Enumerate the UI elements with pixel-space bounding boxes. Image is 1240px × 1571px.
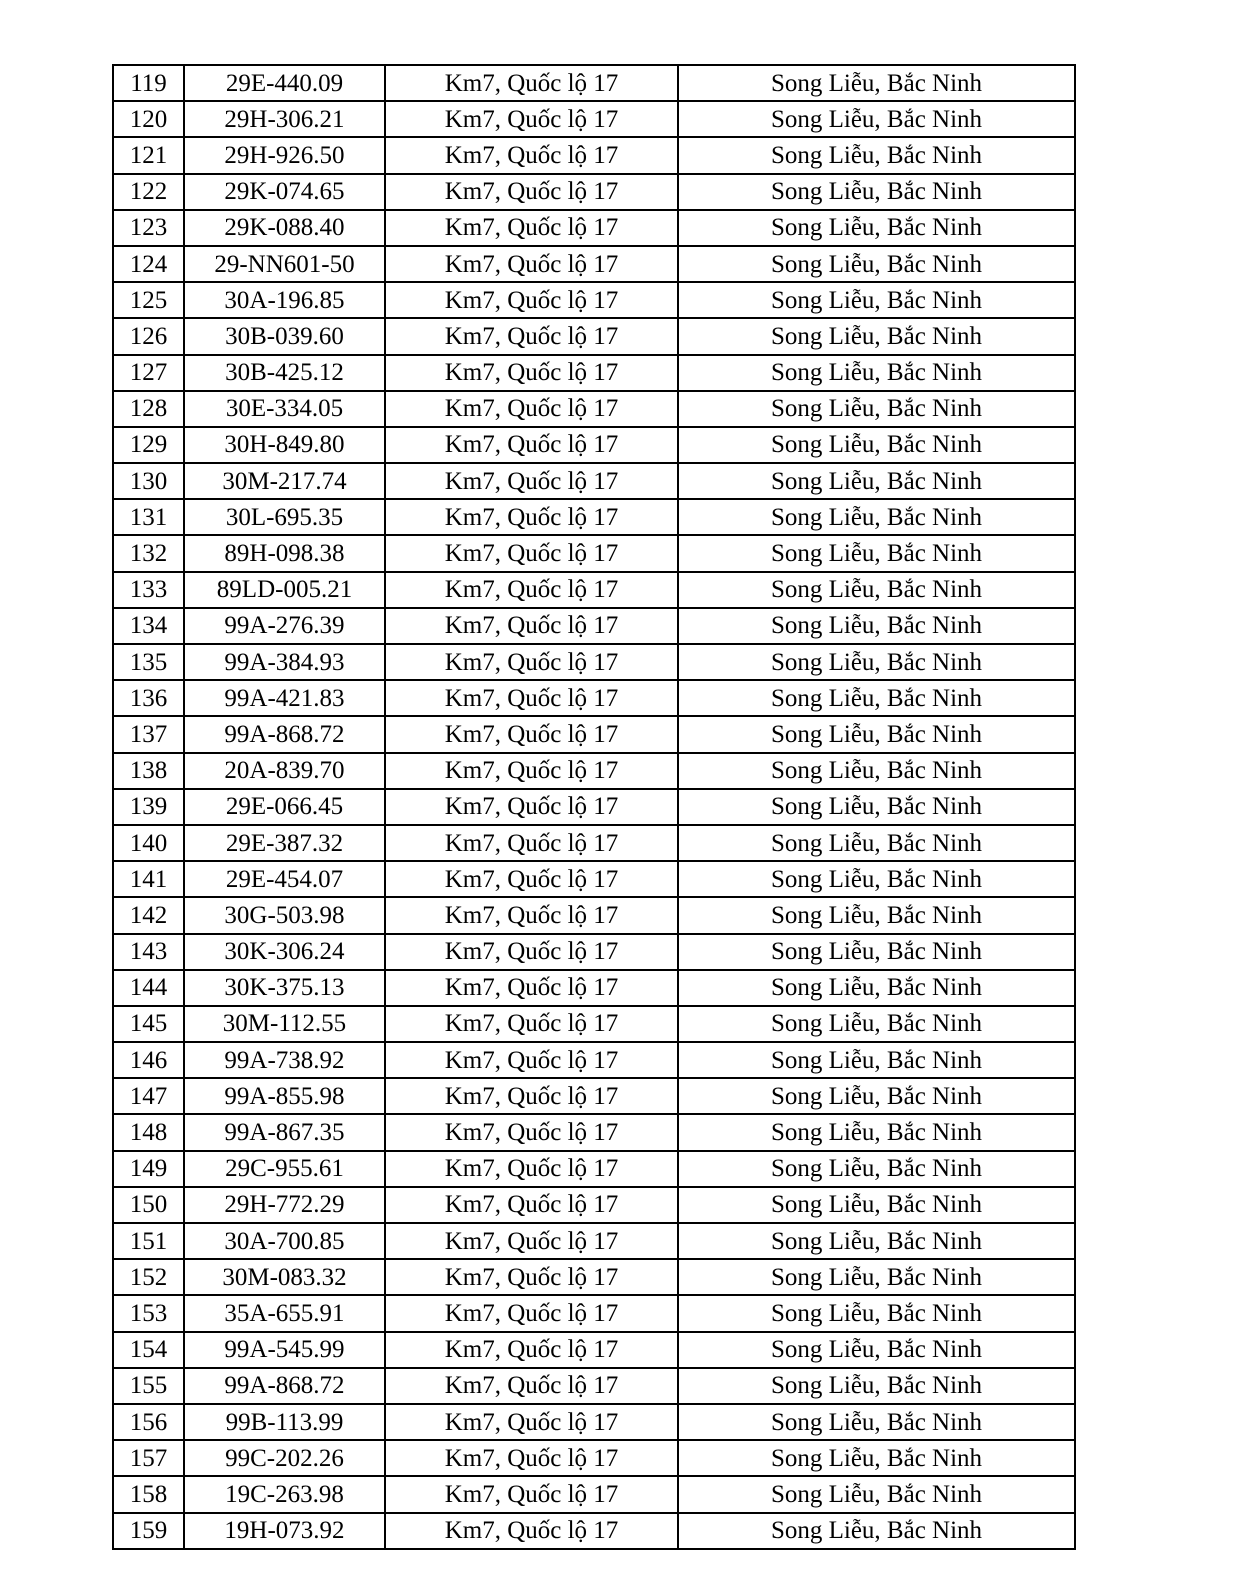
license-plate-cell: 99A-868.72 bbox=[184, 1368, 385, 1404]
area-cell: Song Liễu, Bắc Ninh bbox=[678, 608, 1075, 644]
table-row bbox=[113, 825, 1075, 861]
table-row bbox=[113, 1259, 1075, 1295]
area-cell: Song Liễu, Bắc Ninh bbox=[678, 391, 1075, 427]
license-plate-cell: 29E-440.09 bbox=[184, 65, 385, 101]
table-row bbox=[113, 1513, 1075, 1549]
violation-location-cell: Km7, Quốc lộ 17 bbox=[385, 572, 678, 608]
violation-location-cell: Km7, Quốc lộ 17 bbox=[385, 1259, 678, 1295]
area-cell: Song Liễu, Bắc Ninh bbox=[678, 282, 1075, 318]
table-row bbox=[113, 137, 1075, 173]
table-row bbox=[113, 861, 1075, 897]
violation-location-cell: Km7, Quốc lộ 17 bbox=[385, 680, 678, 716]
row-number-cell: 127 bbox=[113, 355, 184, 391]
row-number-cell: 123 bbox=[113, 210, 184, 246]
license-plate-cell: 19H-073.92 bbox=[184, 1513, 385, 1549]
table-row bbox=[113, 355, 1075, 391]
area-cell: Song Liễu, Bắc Ninh bbox=[678, 463, 1075, 499]
license-plate-cell: 30L-695.35 bbox=[184, 499, 385, 535]
area-cell: Song Liễu, Bắc Ninh bbox=[678, 1078, 1075, 1114]
area-cell: Song Liễu, Bắc Ninh bbox=[678, 1259, 1075, 1295]
violation-location-cell: Km7, Quốc lộ 17 bbox=[385, 318, 678, 354]
license-plate-cell: 99A-276.39 bbox=[184, 608, 385, 644]
violation-location-cell: Km7, Quốc lộ 17 bbox=[385, 1404, 678, 1440]
area-cell: Song Liễu, Bắc Ninh bbox=[678, 1513, 1075, 1549]
row-number-cell: 129 bbox=[113, 427, 184, 463]
violation-location-cell: Km7, Quốc lộ 17 bbox=[385, 1114, 678, 1150]
violation-location-cell: Km7, Quốc lộ 17 bbox=[385, 1513, 678, 1549]
table-row bbox=[113, 1440, 1075, 1476]
license-plate-cell: 89LD-005.21 bbox=[184, 572, 385, 608]
table-row bbox=[113, 535, 1075, 571]
violation-location-cell: Km7, Quốc lộ 17 bbox=[385, 789, 678, 825]
row-number-cell: 128 bbox=[113, 391, 184, 427]
license-plate-cell: 30H-849.80 bbox=[184, 427, 385, 463]
row-number-cell: 141 bbox=[113, 861, 184, 897]
area-cell: Song Liễu, Bắc Ninh bbox=[678, 1295, 1075, 1331]
violation-location-cell: Km7, Quốc lộ 17 bbox=[385, 1440, 678, 1476]
violation-location-cell: Km7, Quốc lộ 17 bbox=[385, 897, 678, 933]
violation-location-cell: Km7, Quốc lộ 17 bbox=[385, 753, 678, 789]
area-cell: Song Liễu, Bắc Ninh bbox=[678, 970, 1075, 1006]
license-plate-cell: 30K-306.24 bbox=[184, 934, 385, 970]
license-plate-cell: 89H-098.38 bbox=[184, 535, 385, 571]
row-number-cell: 138 bbox=[113, 753, 184, 789]
row-number-cell: 121 bbox=[113, 137, 184, 173]
violation-location-cell: Km7, Quốc lộ 17 bbox=[385, 101, 678, 137]
license-plate-cell: 35A-655.91 bbox=[184, 1295, 385, 1331]
row-number-cell: 146 bbox=[113, 1042, 184, 1078]
area-cell: Song Liễu, Bắc Ninh bbox=[678, 1332, 1075, 1368]
area-cell: Song Liễu, Bắc Ninh bbox=[678, 355, 1075, 391]
row-number-cell: 157 bbox=[113, 1440, 184, 1476]
row-number-cell: 151 bbox=[113, 1223, 184, 1259]
violation-location-cell: Km7, Quốc lộ 17 bbox=[385, 427, 678, 463]
violation-location-cell: Km7, Quốc lộ 17 bbox=[385, 1151, 678, 1187]
table-row bbox=[113, 463, 1075, 499]
license-plate-cell: 30E-334.05 bbox=[184, 391, 385, 427]
row-number-cell: 147 bbox=[113, 1078, 184, 1114]
license-plate-cell: 99A-738.92 bbox=[184, 1042, 385, 1078]
table-row bbox=[113, 716, 1075, 752]
area-cell: Song Liễu, Bắc Ninh bbox=[678, 825, 1075, 861]
area-cell: Song Liễu, Bắc Ninh bbox=[678, 499, 1075, 535]
area-cell: Song Liễu, Bắc Ninh bbox=[678, 427, 1075, 463]
area-cell: Song Liễu, Bắc Ninh bbox=[678, 680, 1075, 716]
table-row bbox=[113, 1114, 1075, 1150]
violation-location-cell: Km7, Quốc lộ 17 bbox=[385, 861, 678, 897]
table-row bbox=[113, 789, 1075, 825]
license-plate-cell: 99C-202.26 bbox=[184, 1440, 385, 1476]
table-row bbox=[113, 970, 1075, 1006]
area-cell: Song Liễu, Bắc Ninh bbox=[678, 572, 1075, 608]
row-number-cell: 132 bbox=[113, 535, 184, 571]
violation-location-cell: Km7, Quốc lộ 17 bbox=[385, 1078, 678, 1114]
license-plate-cell: 30M-112.55 bbox=[184, 1006, 385, 1042]
license-plate-cell: 30G-503.98 bbox=[184, 897, 385, 933]
row-number-cell: 158 bbox=[113, 1476, 184, 1512]
license-plate-cell: 30B-039.60 bbox=[184, 318, 385, 354]
table-row bbox=[113, 1476, 1075, 1512]
violation-location-cell: Km7, Quốc lộ 17 bbox=[385, 1006, 678, 1042]
row-number-cell: 122 bbox=[113, 174, 184, 210]
area-cell: Song Liễu, Bắc Ninh bbox=[678, 65, 1075, 101]
row-number-cell: 120 bbox=[113, 101, 184, 137]
license-plate-cell: 30B-425.12 bbox=[184, 355, 385, 391]
area-cell: Song Liễu, Bắc Ninh bbox=[678, 644, 1075, 680]
area-cell: Song Liễu, Bắc Ninh bbox=[678, 101, 1075, 137]
violation-location-cell: Km7, Quốc lộ 17 bbox=[385, 65, 678, 101]
violation-location-cell: Km7, Quốc lộ 17 bbox=[385, 210, 678, 246]
violation-location-cell: Km7, Quốc lộ 17 bbox=[385, 825, 678, 861]
area-cell: Song Liễu, Bắc Ninh bbox=[678, 1151, 1075, 1187]
row-number-cell: 134 bbox=[113, 608, 184, 644]
area-cell: Song Liễu, Bắc Ninh bbox=[678, 1223, 1075, 1259]
row-number-cell: 135 bbox=[113, 644, 184, 680]
area-cell: Song Liễu, Bắc Ninh bbox=[678, 246, 1075, 282]
license-plate-cell: 29-NN601-50 bbox=[184, 246, 385, 282]
table-row bbox=[113, 1006, 1075, 1042]
row-number-cell: 159 bbox=[113, 1513, 184, 1549]
area-cell: Song Liễu, Bắc Ninh bbox=[678, 897, 1075, 933]
area-cell: Song Liễu, Bắc Ninh bbox=[678, 789, 1075, 825]
table-row bbox=[113, 318, 1075, 354]
area-cell: Song Liễu, Bắc Ninh bbox=[678, 1440, 1075, 1476]
table-row bbox=[113, 499, 1075, 535]
license-plate-cell: 30K-375.13 bbox=[184, 970, 385, 1006]
table-row bbox=[113, 1404, 1075, 1440]
area-cell: Song Liễu, Bắc Ninh bbox=[678, 1368, 1075, 1404]
table-row bbox=[113, 1187, 1075, 1223]
license-plate-cell: 29C-955.61 bbox=[184, 1151, 385, 1187]
area-cell: Song Liễu, Bắc Ninh bbox=[678, 535, 1075, 571]
vehicle-list-table bbox=[112, 64, 1076, 1550]
table-row bbox=[113, 1042, 1075, 1078]
row-number-cell: 150 bbox=[113, 1187, 184, 1223]
table-row bbox=[113, 572, 1075, 608]
table-row bbox=[113, 1078, 1075, 1114]
area-cell: Song Liễu, Bắc Ninh bbox=[678, 1187, 1075, 1223]
table-row bbox=[113, 1223, 1075, 1259]
row-number-cell: 156 bbox=[113, 1404, 184, 1440]
table-row bbox=[113, 210, 1075, 246]
violation-location-cell: Km7, Quốc lộ 17 bbox=[385, 535, 678, 571]
row-number-cell: 137 bbox=[113, 716, 184, 752]
area-cell: Song Liễu, Bắc Ninh bbox=[678, 1476, 1075, 1512]
license-plate-cell: 99A-545.99 bbox=[184, 1332, 385, 1368]
area-cell: Song Liễu, Bắc Ninh bbox=[678, 1404, 1075, 1440]
row-number-cell: 136 bbox=[113, 680, 184, 716]
table-row bbox=[113, 1332, 1075, 1368]
table-row bbox=[113, 391, 1075, 427]
license-plate-cell: 30M-083.32 bbox=[184, 1259, 385, 1295]
violation-location-cell: Km7, Quốc lộ 17 bbox=[385, 934, 678, 970]
row-number-cell: 148 bbox=[113, 1114, 184, 1150]
license-plate-cell: 99B-113.99 bbox=[184, 1404, 385, 1440]
table-row bbox=[113, 897, 1075, 933]
row-number-cell: 149 bbox=[113, 1151, 184, 1187]
row-number-cell: 125 bbox=[113, 282, 184, 318]
table-row bbox=[113, 644, 1075, 680]
license-plate-cell: 30A-196.85 bbox=[184, 282, 385, 318]
violation-location-cell: Km7, Quốc lộ 17 bbox=[385, 174, 678, 210]
table-row bbox=[113, 282, 1075, 318]
row-number-cell: 139 bbox=[113, 789, 184, 825]
row-number-cell: 155 bbox=[113, 1368, 184, 1404]
area-cell: Song Liễu, Bắc Ninh bbox=[678, 1006, 1075, 1042]
license-plate-cell: 29E-387.32 bbox=[184, 825, 385, 861]
area-cell: Song Liễu, Bắc Ninh bbox=[678, 318, 1075, 354]
row-number-cell: 153 bbox=[113, 1295, 184, 1331]
violation-location-cell: Km7, Quốc lộ 17 bbox=[385, 463, 678, 499]
table-row bbox=[113, 1368, 1075, 1404]
license-plate-cell: 29H-306.21 bbox=[184, 101, 385, 137]
violation-location-cell: Km7, Quốc lộ 17 bbox=[385, 499, 678, 535]
row-number-cell: 130 bbox=[113, 463, 184, 499]
row-number-cell: 143 bbox=[113, 934, 184, 970]
violation-location-cell: Km7, Quốc lộ 17 bbox=[385, 282, 678, 318]
row-number-cell: 131 bbox=[113, 499, 184, 535]
table-row bbox=[113, 1295, 1075, 1331]
row-number-cell: 119 bbox=[113, 65, 184, 101]
table-row bbox=[113, 608, 1075, 644]
violation-location-cell: Km7, Quốc lộ 17 bbox=[385, 391, 678, 427]
row-number-cell: 142 bbox=[113, 897, 184, 933]
row-number-cell: 145 bbox=[113, 1006, 184, 1042]
license-plate-cell: 99A-868.72 bbox=[184, 716, 385, 752]
license-plate-cell: 30M-217.74 bbox=[184, 463, 385, 499]
license-plate-cell: 29H-926.50 bbox=[184, 137, 385, 173]
license-plate-cell: 99A-855.98 bbox=[184, 1078, 385, 1114]
license-plate-cell: 30A-700.85 bbox=[184, 1223, 385, 1259]
area-cell: Song Liễu, Bắc Ninh bbox=[678, 210, 1075, 246]
row-number-cell: 154 bbox=[113, 1332, 184, 1368]
license-plate-cell: 29H-772.29 bbox=[184, 1187, 385, 1223]
area-cell: Song Liễu, Bắc Ninh bbox=[678, 1114, 1075, 1150]
violation-location-cell: Km7, Quốc lộ 17 bbox=[385, 716, 678, 752]
violation-location-cell: Km7, Quốc lộ 17 bbox=[385, 246, 678, 282]
area-cell: Song Liễu, Bắc Ninh bbox=[678, 934, 1075, 970]
license-plate-cell: 29K-074.65 bbox=[184, 174, 385, 210]
table-row bbox=[113, 246, 1075, 282]
area-cell: Song Liễu, Bắc Ninh bbox=[678, 1042, 1075, 1078]
violation-location-cell: Km7, Quốc lộ 17 bbox=[385, 1042, 678, 1078]
violation-location-cell: Km7, Quốc lộ 17 bbox=[385, 137, 678, 173]
area-cell: Song Liễu, Bắc Ninh bbox=[678, 861, 1075, 897]
license-plate-cell: 19C-263.98 bbox=[184, 1476, 385, 1512]
license-plate-cell: 29K-088.40 bbox=[184, 210, 385, 246]
row-number-cell: 133 bbox=[113, 572, 184, 608]
license-plate-cell: 99A-384.93 bbox=[184, 644, 385, 680]
row-number-cell: 124 bbox=[113, 246, 184, 282]
license-plate-cell: 99A-421.83 bbox=[184, 680, 385, 716]
violation-location-cell: Km7, Quốc lộ 17 bbox=[385, 608, 678, 644]
violation-location-cell: Km7, Quốc lộ 17 bbox=[385, 1223, 678, 1259]
row-number-cell: 144 bbox=[113, 970, 184, 1006]
table-row bbox=[113, 753, 1075, 789]
table-body bbox=[113, 65, 1075, 1549]
violation-location-cell: Km7, Quốc lộ 17 bbox=[385, 1368, 678, 1404]
table-row bbox=[113, 680, 1075, 716]
area-cell: Song Liễu, Bắc Ninh bbox=[678, 753, 1075, 789]
license-plate-cell: 20A-839.70 bbox=[184, 753, 385, 789]
license-plate-cell: 29E-066.45 bbox=[184, 789, 385, 825]
violation-location-cell: Km7, Quốc lộ 17 bbox=[385, 970, 678, 1006]
license-plate-cell: 29E-454.07 bbox=[184, 861, 385, 897]
area-cell: Song Liễu, Bắc Ninh bbox=[678, 716, 1075, 752]
violation-location-cell: Km7, Quốc lộ 17 bbox=[385, 1476, 678, 1512]
table-row bbox=[113, 427, 1075, 463]
table-row bbox=[113, 1151, 1075, 1187]
row-number-cell: 152 bbox=[113, 1259, 184, 1295]
row-number-cell: 126 bbox=[113, 318, 184, 354]
table-row bbox=[113, 934, 1075, 970]
table-row bbox=[113, 65, 1075, 101]
area-cell: Song Liễu, Bắc Ninh bbox=[678, 174, 1075, 210]
area-cell: Song Liễu, Bắc Ninh bbox=[678, 137, 1075, 173]
license-plate-cell: 99A-867.35 bbox=[184, 1114, 385, 1150]
violation-location-cell: Km7, Quốc lộ 17 bbox=[385, 1332, 678, 1368]
row-number-cell: 140 bbox=[113, 825, 184, 861]
table-row bbox=[113, 101, 1075, 137]
violation-location-cell: Km7, Quốc lộ 17 bbox=[385, 1187, 678, 1223]
table-row bbox=[113, 174, 1075, 210]
violation-location-cell: Km7, Quốc lộ 17 bbox=[385, 644, 678, 680]
violation-location-cell: Km7, Quốc lộ 17 bbox=[385, 355, 678, 391]
violation-location-cell: Km7, Quốc lộ 17 bbox=[385, 1295, 678, 1331]
